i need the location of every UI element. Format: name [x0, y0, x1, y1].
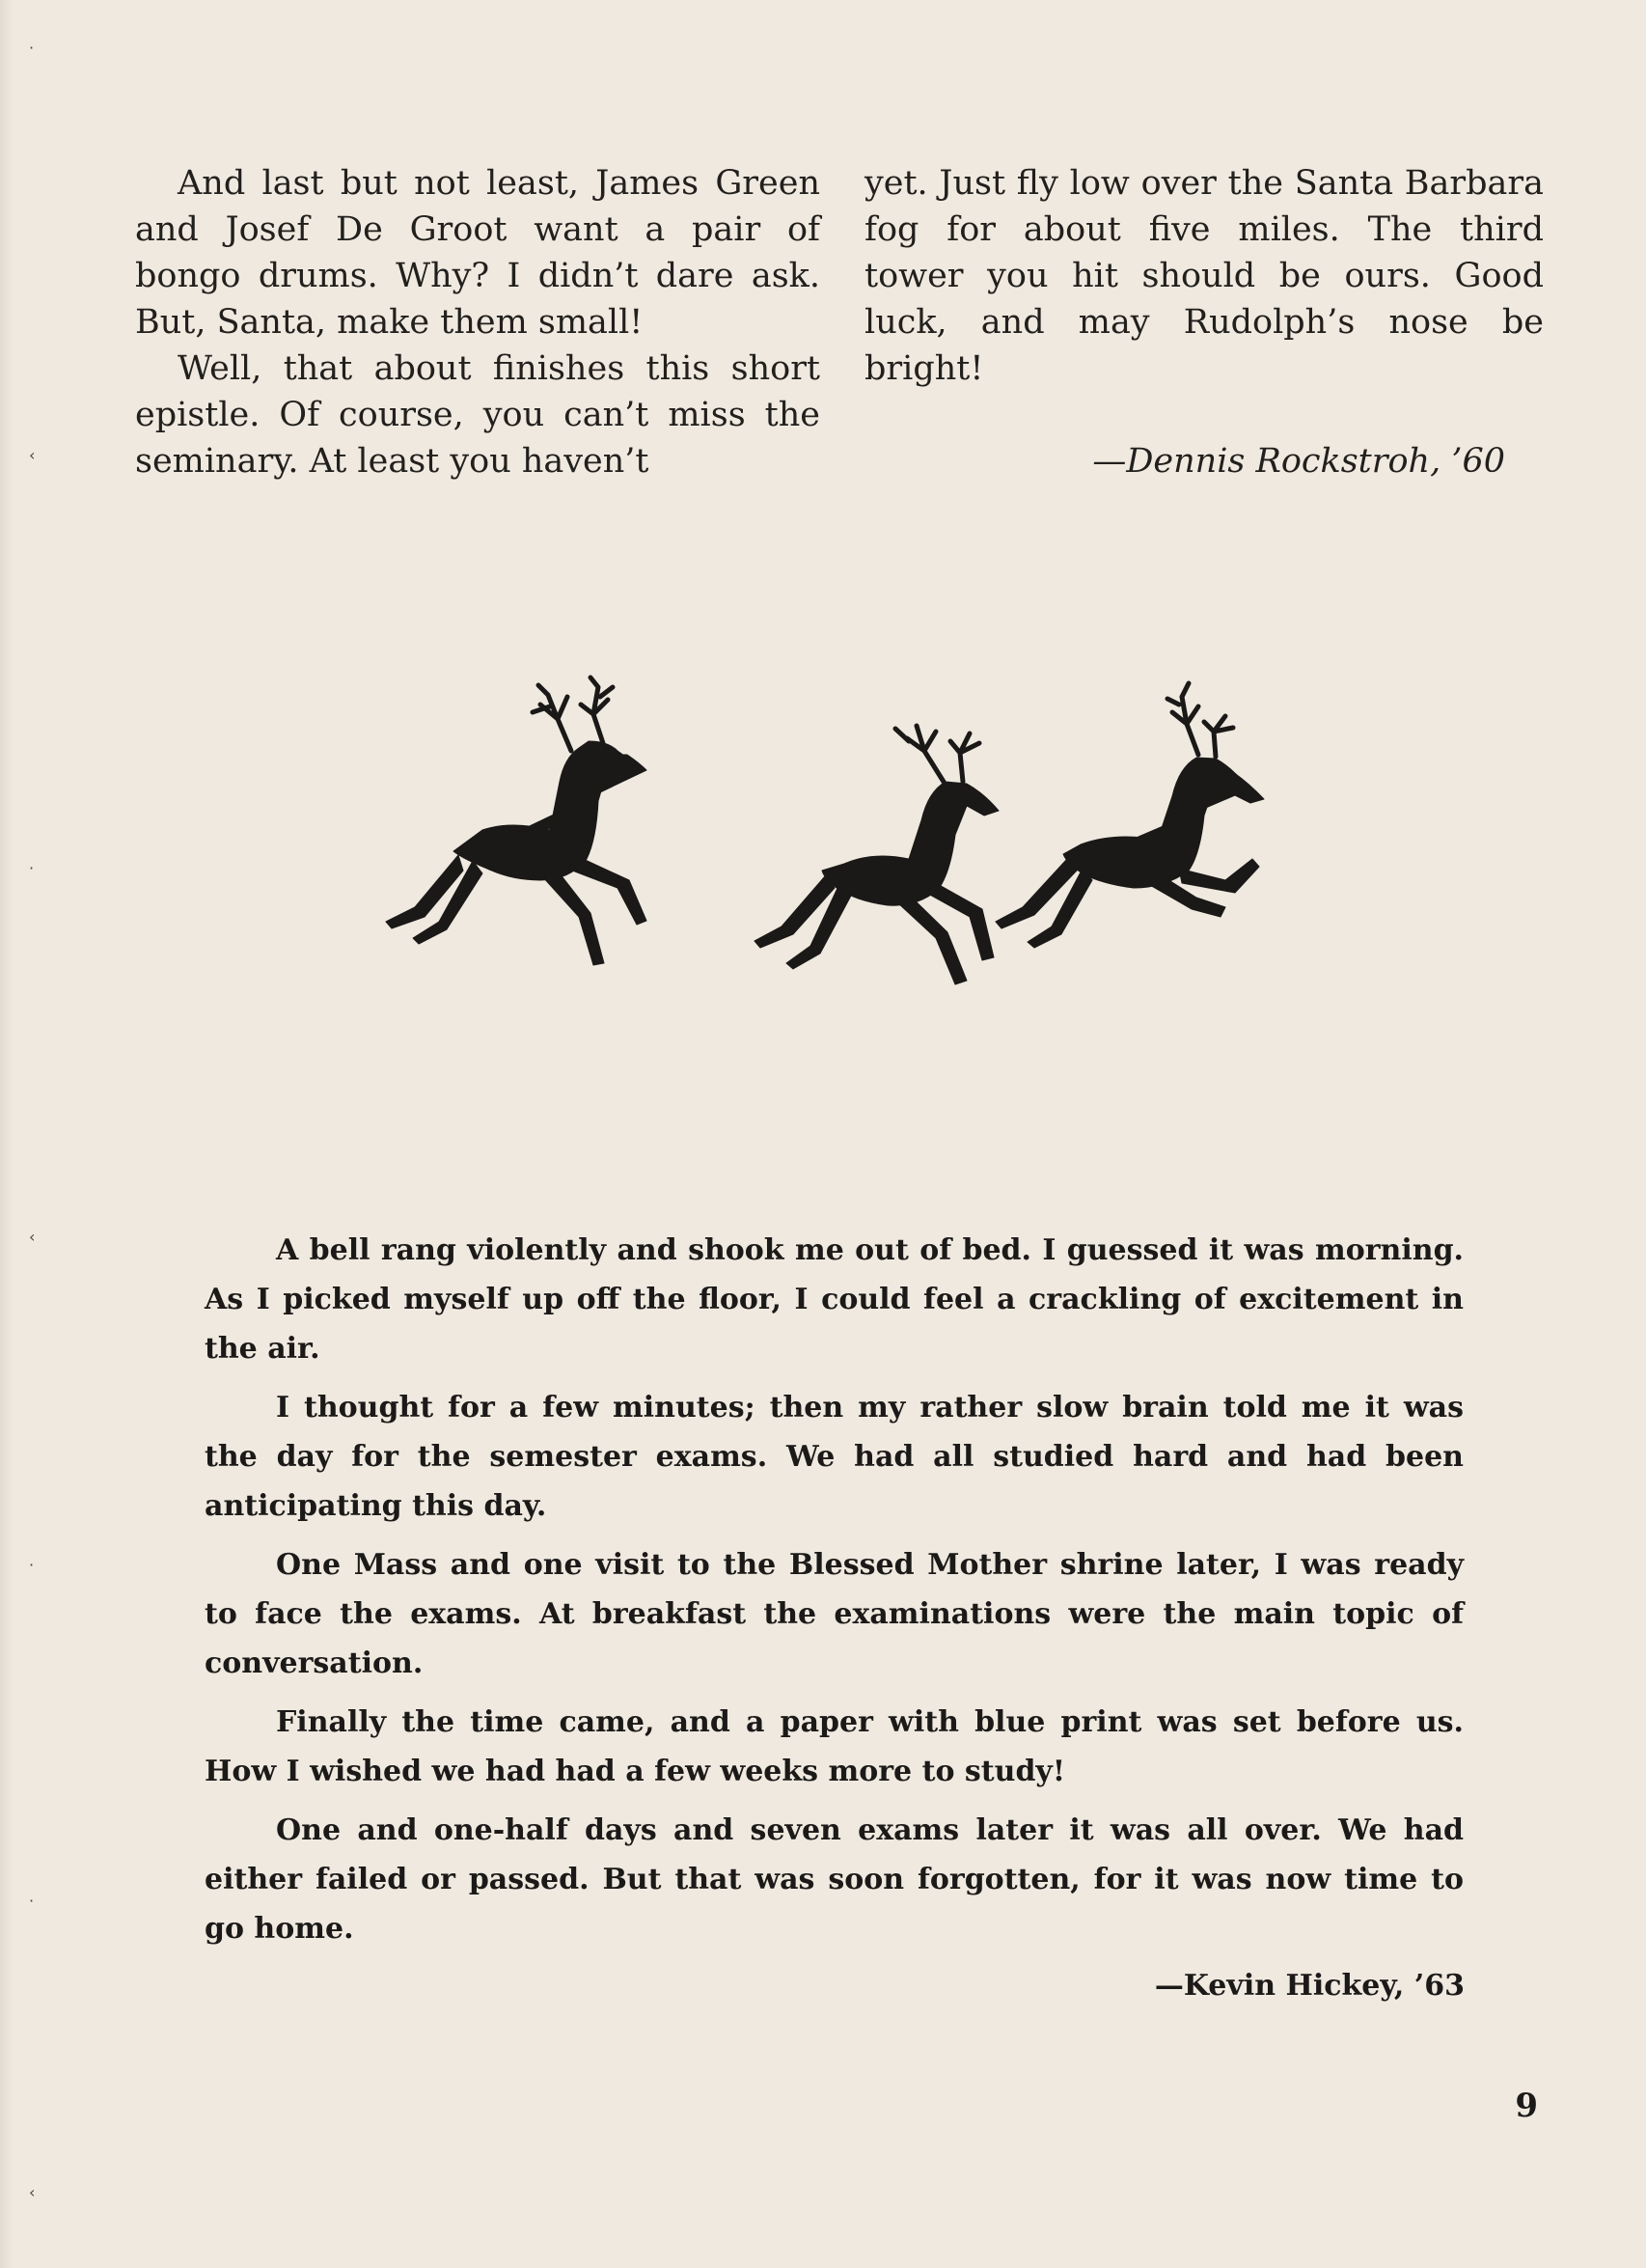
- binding-mark: ‹: [29, 2183, 36, 2201]
- reindeer-group-2-icon: [754, 726, 999, 984]
- page-edge: [0, 0, 14, 2268]
- binding-mark: ‹: [29, 1228, 36, 1246]
- signature-kevin: —Kevin Hickey, ’63: [1154, 1969, 1465, 2003]
- reindeer-group-3-icon: [996, 683, 1264, 948]
- binding-mark: ·: [29, 1556, 35, 1574]
- story-paragraph-2: I thought for a few minutes; then my rather slow brain told me it was the day for the semester exams. We had all studied hard and had been anticipating this day.: [205, 1391, 1464, 1523]
- left-paragraph-2: Well, that about finishes this short epistle. Of course, you can’t miss the seminary. At least you haven’t: [135, 349, 820, 481]
- left-column: [135, 160, 820, 484]
- story-paragraph-5: One and one-half days and seven exams later it was all over. We had either failed or passed. But that was soon forgotten, for it was now time to go home.: [205, 1813, 1464, 1946]
- page-number: 9: [1515, 2087, 1538, 2125]
- binding-mark: ·: [29, 39, 35, 57]
- binding-mark: ·: [29, 1892, 35, 1910]
- story-paragraph-3: One Mass and one visit to the Blessed Mother shrine later, I was ready to face the exams. At breakfast the examinations were the main topic of conversation.: [205, 1548, 1464, 1680]
- right-column: [864, 160, 1544, 392]
- story-paragraph-1: A bell rang violently and shook me out of bed. I guessed it was morning. As I picked myself up off the floor, I could feel a crackling of excitement in the air.: [205, 1233, 1464, 1366]
- binding-mark: ·: [29, 859, 35, 877]
- reindeer-group-1-icon: [386, 678, 646, 965]
- binding-mark: ‹: [29, 446, 36, 464]
- story-paragraph-4: Finally the time came, and a paper with blue print was set before us. How I wished we had had a few weeks more to study!: [205, 1705, 1464, 1788]
- reindeer-silhouettes-icon: [318, 627, 1409, 1033]
- left-paragraph-1: And last but not least, James Green and Josef De Groot want a pair of bongo drums. Why? I didn’t dare ask. But, Santa, make them small!: [135, 164, 820, 342]
- right-paragraph-1: yet. Just fly low over the Santa Barbara fog for about five miles. The third tower you hit should be ours. Good luck, and may Rudolph’s nose be bright!: [864, 164, 1544, 388]
- signature-dennis: —Dennis Rockstroh, ’60: [1092, 442, 1505, 481]
- story-body: [205, 1226, 1464, 1963]
